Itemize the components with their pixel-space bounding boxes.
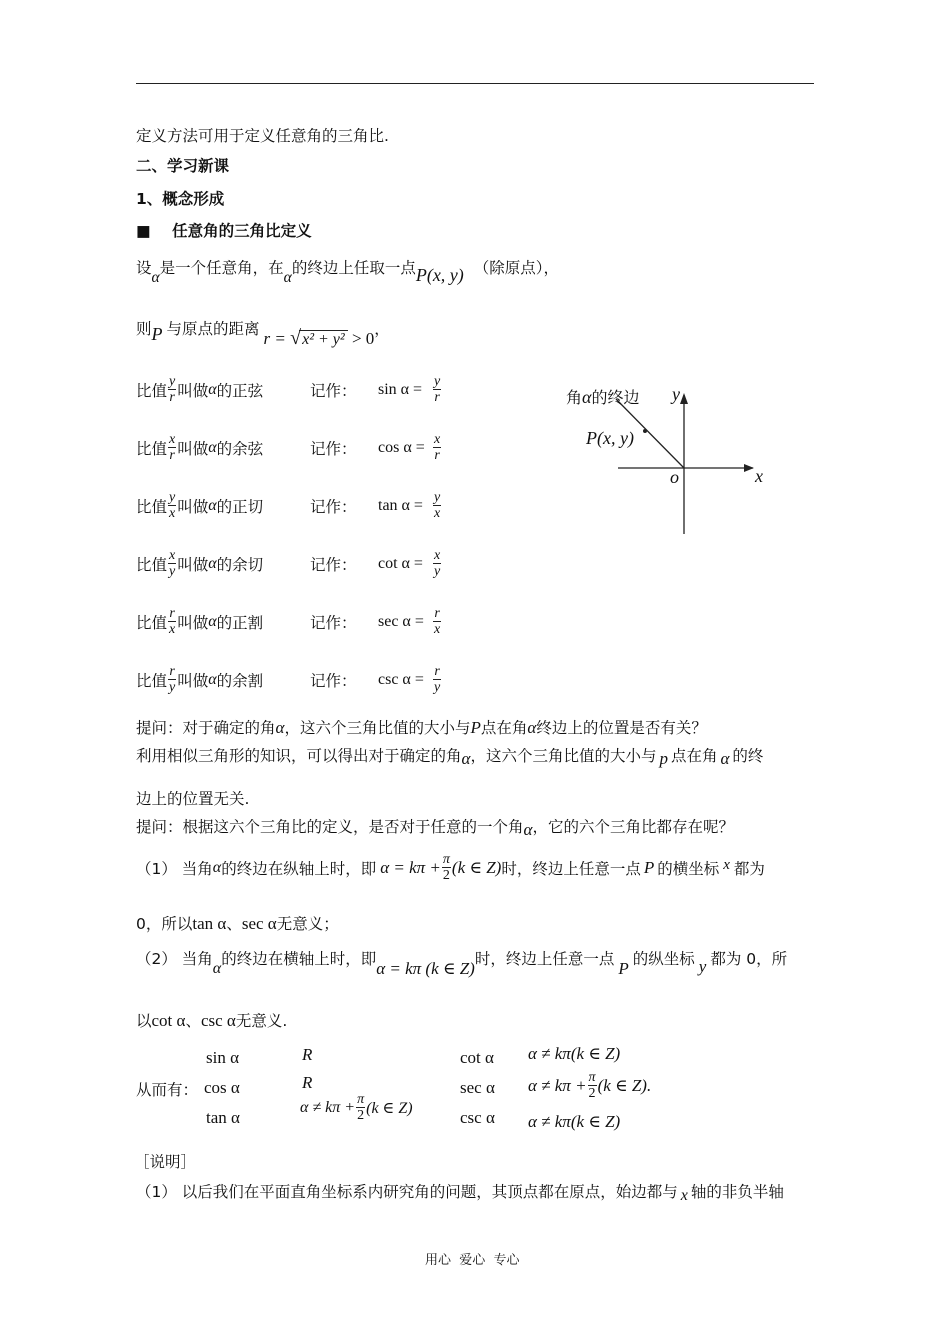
figure-caption: 角α的终边 bbox=[566, 387, 640, 407]
tan-pi-over-2: $\frac{\pi}{2}$ bbox=[357, 1092, 365, 1123]
question-1: 提问：对于确定的角α，这六个三角比值的大小与P点在角α终边上的位置是否有关？ bbox=[136, 718, 707, 737]
sec-pi-over-2: $\frac{\pi}{2}$ bbox=[588, 1070, 596, 1101]
ratio-fraction: $\frac{x}{y}$ bbox=[169, 548, 176, 579]
figure-y-label: y bbox=[672, 384, 680, 404]
ratio-row: 比值 $\frac{x}{y}$ 叫做 α 的余切 记作： cot α = $\frac{x}{y}$ bbox=[136, 548, 441, 579]
topic-heading bbox=[136, 219, 312, 241]
ratio-fn-fraction: $\frac{x}{r}$ bbox=[434, 432, 441, 463]
domain-cos-fn: cos α bbox=[204, 1078, 240, 1097]
answer-1-cont: 边上的位置无关. bbox=[136, 790, 250, 808]
case-2: （2） 当角α的终边在横轴上时，即α = kπ (k ∈ Z)时，终边上任意一点 P 的纵坐标 y 都为 0，所 bbox=[136, 950, 788, 978]
subheading: 1、概念形成 bbox=[136, 190, 225, 208]
ratio-row: 比值 $\frac{x}{r}$ 叫做 α 的余弦 记作： cos α = $\frac{x}{r}$ bbox=[136, 432, 441, 463]
figure-x-label: x bbox=[755, 466, 763, 486]
domain-cot-val: α ≠ kπ(k ∈ Z) bbox=[528, 1044, 621, 1063]
domain-csc-fn: csc α bbox=[460, 1108, 495, 1127]
question-2: 提问：根据这六个三角比的定义，是否对于任意的一个角α，它的六个三角比都存在呢？ bbox=[136, 818, 734, 839]
setup-line: 设α是一个任意角，在α的终边上任取一点P(x, y) （除原点）， bbox=[136, 259, 560, 286]
ratio-row: 比值 $\frac{r}{y}$ 叫做 α 的余割 记作： csc α = $\frac{r}{y}$ bbox=[136, 664, 441, 695]
ratio-fraction: $\frac{y}{x}$ bbox=[169, 490, 176, 521]
header-rule bbox=[136, 83, 814, 84]
topic-title: 任意角的三角比定义 bbox=[172, 222, 312, 240]
case-2-cont: 以cot α、csc α无意义. bbox=[136, 1011, 288, 1030]
bullet-icon: ■ bbox=[136, 222, 151, 240]
domain-cos-val: R bbox=[302, 1073, 313, 1092]
ratio-fn-fraction: $\frac{x}{y}$ bbox=[434, 548, 441, 579]
domain-sin-val: R bbox=[302, 1045, 313, 1064]
answer-1: 利用相似三角形的知识，可以得出对于确定的角α，这六个三角比值的大小与 p 点在角 α 的终 bbox=[136, 747, 764, 768]
ratio-fn-fraction: $\frac{r}{x}$ bbox=[434, 606, 441, 637]
footer: 用心 爱心 专心 bbox=[425, 1253, 520, 1268]
ratio-fn-fraction: $\frac{r}{y}$ bbox=[434, 664, 441, 695]
note-heading: ［说明］ bbox=[134, 1153, 197, 1171]
sqrt-sign: √ bbox=[290, 327, 302, 349]
case-1: （1） 当角 α 的终边在纵轴上时，即 α = kπ + $\frac{\pi}{2}$ (k ∈ Z) 时，终边上任意一点 P 的横坐标 x 都为 bbox=[136, 852, 765, 883]
y-axis-arrow-icon bbox=[680, 393, 688, 404]
figure-point-label: P(x, y) bbox=[586, 428, 634, 448]
ratio-row: 比值 $\frac{y}{x}$ 叫做 α 的正切 记作： tan α = $\frac{y}{x}$ bbox=[136, 490, 441, 521]
ratio-row: 比值 $\frac{r}{x}$ 叫做 α 的正割 记作： sec α = $\frac{r}{x}$ bbox=[136, 606, 441, 637]
ratio-fraction: $\frac{r}{y}$ bbox=[169, 664, 176, 695]
case-1-cont: 0，所以tan α、sec α无意义； bbox=[136, 914, 339, 933]
domain-sec-val: α ≠ kπ + $\frac{\pi}{2}$ (k ∈ Z). bbox=[528, 1070, 652, 1101]
domain-sec-fn: sec α bbox=[460, 1078, 495, 1097]
distance-line: 则P 与原点的距离 r = √x² + y² > 0， bbox=[136, 320, 390, 349]
note-1: （1） 以后我们在平面直角坐标系内研究角的问题，其顶点都在原点，始边都与 x 轴的非负半轴 bbox=[136, 1183, 784, 1204]
section-heading: 二、学习新课 bbox=[136, 157, 230, 175]
point-p-dot bbox=[643, 429, 647, 433]
domain-tan-val: α ≠ kπ + $\frac{\pi}{2}$ (k ∈ Z) bbox=[300, 1092, 413, 1123]
ratio-fn-fraction: $\frac{y}{x}$ bbox=[434, 490, 441, 521]
domain-csc-val: α ≠ kπ(k ∈ Z) bbox=[528, 1112, 621, 1131]
ratio-row: 比值 $\frac{y}{r}$ 叫做 α 的正弦 记作： sin α = $\frac{y}{r}$ bbox=[136, 374, 441, 405]
domain-sin-fn: sin α bbox=[206, 1048, 239, 1067]
ratio-fn-fraction: $\frac{y}{r}$ bbox=[434, 374, 441, 405]
ratio-fraction: $\frac{y}{r}$ bbox=[169, 374, 176, 405]
x-axis-arrow-icon bbox=[744, 464, 754, 472]
domain-tan-fn: tan α bbox=[206, 1108, 240, 1127]
figure-origin-label: o bbox=[670, 467, 679, 487]
ratio-fraction: $\frac{r}{x}$ bbox=[169, 606, 176, 637]
intro-line: 定义方法可用于定义任意角的三角比. bbox=[136, 127, 389, 145]
domain-cot-fn: cot α bbox=[460, 1048, 494, 1067]
domains-label: 从而有： bbox=[136, 1081, 199, 1099]
ratio-fraction: $\frac{x}{r}$ bbox=[169, 432, 176, 463]
pi-over-2: $\frac{\pi}{2}$ bbox=[442, 852, 450, 883]
